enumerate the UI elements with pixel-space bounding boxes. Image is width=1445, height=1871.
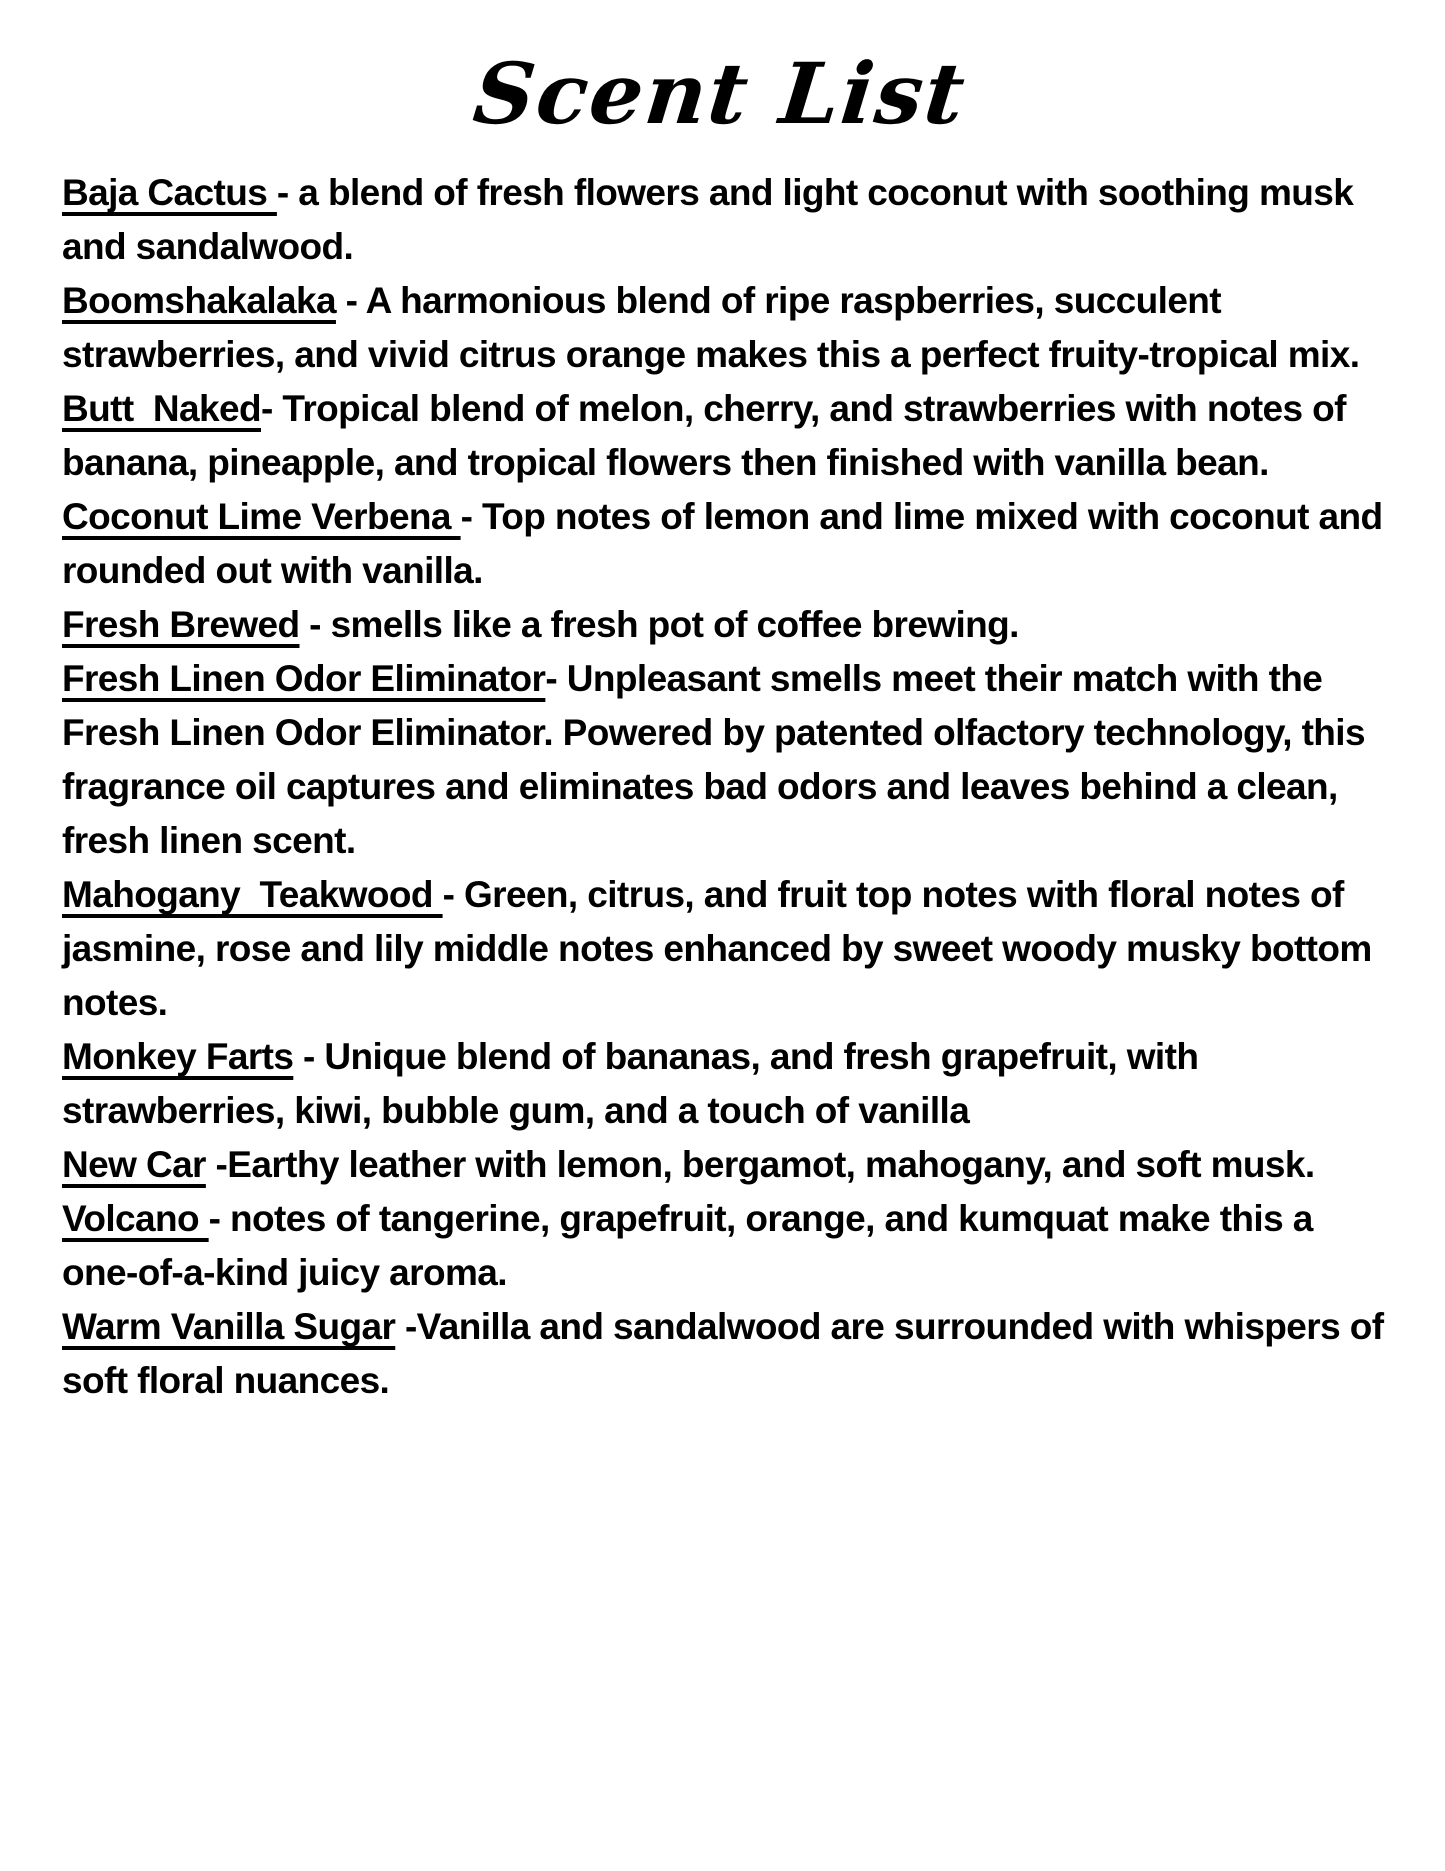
scent-entry-fresh-linen-odor-eliminator bbox=[62, 652, 1390, 868]
scent-description: - Unpleasant smells meet their match with the Fresh Linen Odor Eliminator. Powered by patented olfactory technology, this fragrance oil captures and eliminates bad odors and leaves behind a clean, fresh linen scent. bbox=[62, 658, 1375, 862]
scent-name: Mahogany Teakwood bbox=[62, 874, 443, 916]
scent-entry-boomshakalaka bbox=[62, 274, 1390, 382]
scent-entry-volcano bbox=[62, 1192, 1390, 1300]
scent-entry-coconut-lime-verbena bbox=[62, 490, 1393, 598]
scent-name: Warm Vanilla Sugar bbox=[62, 1306, 396, 1348]
scent-entry-monkey-farts bbox=[62, 1030, 1390, 1138]
scent-entry-butt-naked bbox=[62, 382, 1390, 490]
scent-entry-warm-vanilla-sugar bbox=[62, 1300, 1394, 1408]
scent-name: Volcano bbox=[62, 1198, 209, 1240]
scent-list bbox=[62, 166, 1394, 1408]
scent-description: - notes of tangerine, grapefruit, orange, and kumquat make this a one-of-a-kind juicy aroma. bbox=[62, 1198, 1323, 1294]
scent-name: Fresh Linen Odor Eliminator bbox=[62, 658, 546, 700]
scent-name: Baja Cactus bbox=[62, 172, 277, 214]
scent-name: Coconut Lime Verbena bbox=[62, 496, 461, 538]
scent-description: -Earthy leather with lemon, bergamot, mahogany, and soft musk. bbox=[205, 1144, 1315, 1186]
scent-name: Butt Naked bbox=[62, 388, 261, 430]
scent-description: - smells like a fresh pot of coffee brewing. bbox=[299, 604, 1019, 646]
scent-entry-new-car bbox=[62, 1138, 1390, 1192]
scent-name: New Car bbox=[62, 1144, 206, 1186]
scent-name: Monkey Farts bbox=[62, 1036, 294, 1078]
scent-description: - Unique blend of bananas, and fresh grapefruit, with strawberries, kiwi, bubble gum, and a touch of vanilla bbox=[62, 1036, 1209, 1132]
scent-entry-baja-cactus bbox=[62, 166, 1390, 274]
scent-description: - a blend of fresh flowers and light coconut with soothing musk and sandalwood. bbox=[62, 172, 1363, 268]
scent-description: -Vanilla and sandalwood are surrounded with whispers of soft floral nuances. bbox=[62, 1306, 1394, 1402]
scent-name: Boomshakalaka bbox=[62, 280, 336, 322]
page-title: Scent List bbox=[469, 44, 971, 143]
scent-description: - Top notes of lemon and lime mixed with coconut and rounded out with vanilla. bbox=[62, 496, 1393, 592]
scent-entry-mahogany-teakwood bbox=[62, 868, 1390, 1030]
scent-description: - Tropical blend of melon, cherry, and strawberries with notes of banana, pineapple, and tropical flowers then finished with vanilla bean. bbox=[62, 388, 1356, 484]
scent-entry-fresh-brewed bbox=[62, 598, 1390, 652]
scent-description: - A harmonious blend of ripe raspberries, succulent strawberries, and vivid citrus orange makes this a perfect fruity-tropical mix. bbox=[62, 280, 1360, 376]
scent-description: - Green, citrus, and fruit top notes with floral notes of jasmine, rose and lily middle notes enhanced by sweet woody musky bottom notes. bbox=[62, 874, 1382, 1024]
scent-name: Fresh Brewed bbox=[62, 604, 300, 646]
